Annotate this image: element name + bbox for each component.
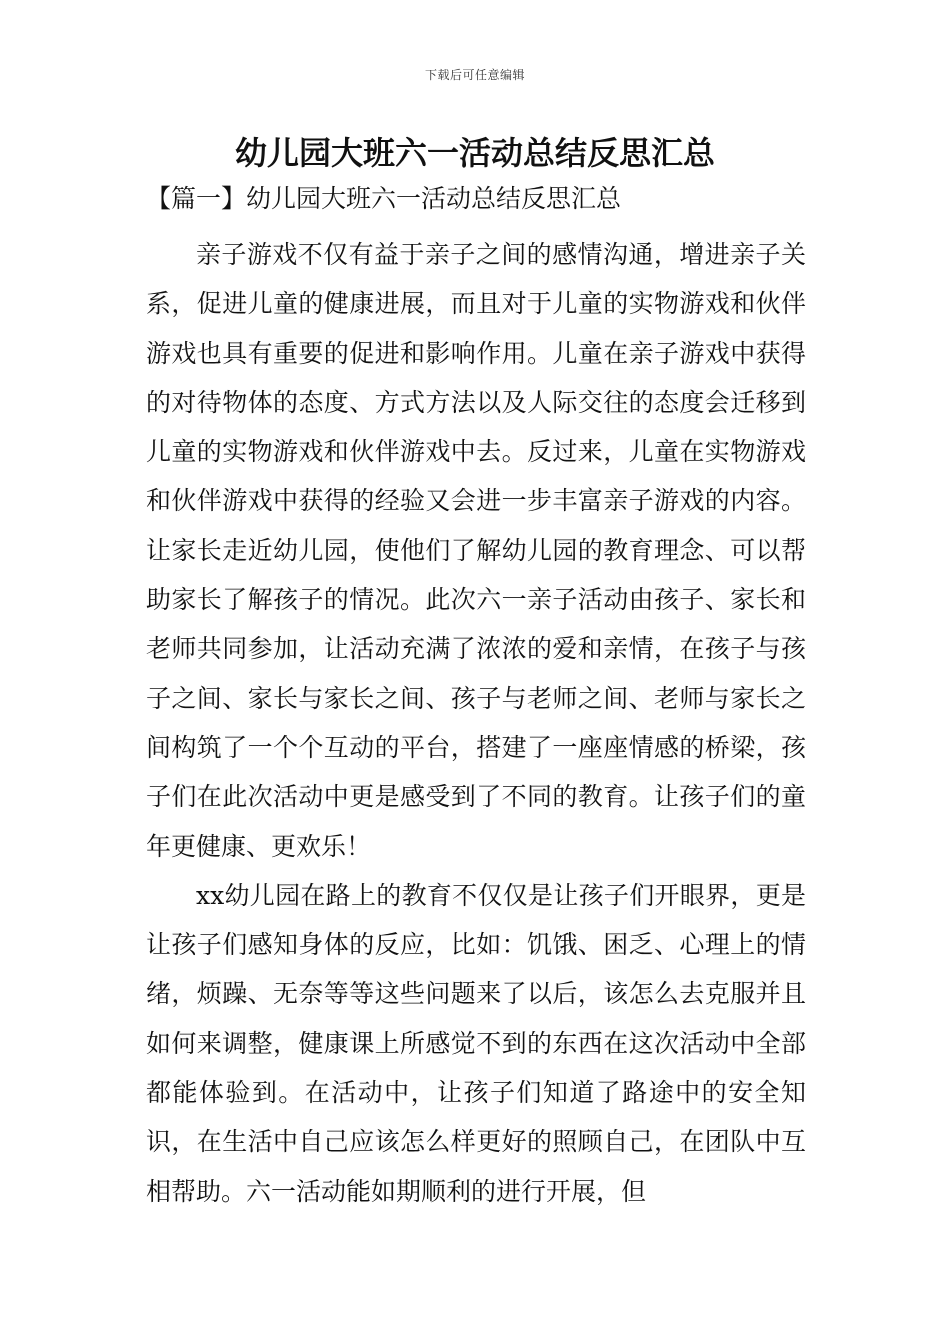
- paragraph-2: xx幼儿园在路上的教育不仅仅是让孩子们开眼界，更是让孩子们感知身体的反应，比如：饥饿、困乏、心理上的情绪，烦躁、无奈等等这些问题来了以后，该怎么去克服并且如何来调整，健康课上所感觉不到的东西在这次活动中全部都能体验到。在活动中，让孩子们知道了路途中的安全知识，在生活中自己应该怎么样更好的照顾自己，在团队中互相帮助。六一活动能如期顺利的进行开展，但: [146, 880, 806, 1206]
- body-text: [146, 230, 806, 1216]
- section-heading: 【篇一】幼儿园大班六一活动总结反思汇总: [146, 184, 622, 213]
- header-note: 下载后可任意编辑: [424, 68, 525, 82]
- paragraph-1: 亲子游戏不仅有益于亲子之间的感情沟通，增进亲子关系，促进儿童的健康进展，而且对于儿童的实物游戏和伙伴游戏也具有重要的促进和影响作用。儿童在亲子游戏中获得的对待物体的态度、方式方法以及人际交往的态度会迁移到儿童的实物游戏和伙伴游戏中去。反过来，儿童在实物游戏和伙伴游戏中获得的经验又会进一步丰富亲子游戏的内容。让家长走近幼儿园，使他们了解幼儿园的教育理念、可以帮助家长了解孩子的情况。此次六一亲子活动由孩子、家长和老师共同参加，让活动充满了浓浓的爱和亲情，在孩子与孩子之间、家长与家长之间、孩子与老师之间、老师与家长之间构筑了一个个互动的平台，搭建了一座座情感的桥梁，孩子们在此次活动中更是感受到了不同的教育。让孩子们的童年更健康、更欢乐！: [146, 240, 806, 861]
- document-title: 幼儿园大班六一活动总结反思汇总: [234, 134, 715, 172]
